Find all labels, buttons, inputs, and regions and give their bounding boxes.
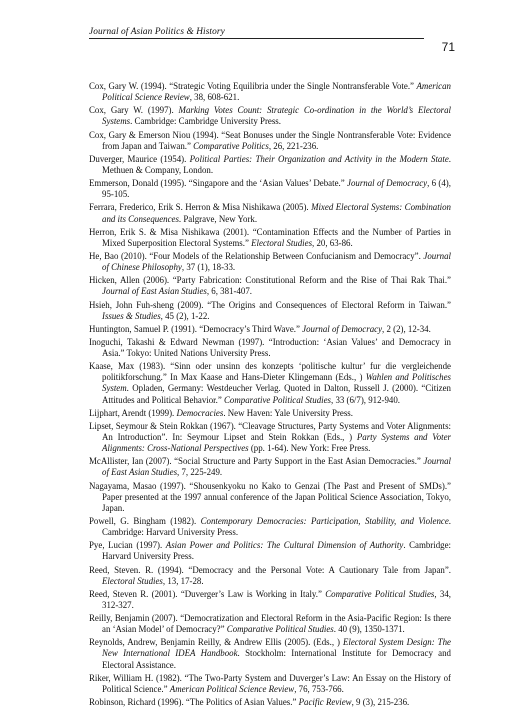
reference-entry: Nagayama, Masao (1997). “Shousenkyoku no Kako to Genzai (The Past and Present of SMDs).” Paper presented at the 1997 annual conference of the Japan Political Science Association, Tokyo, Japan.: [89, 480, 451, 513]
reference-title: Contemporary Democracies: Participation, Stability, and Violence: [200, 515, 449, 526]
reference-title: Journal of Democracy: [347, 178, 428, 189]
reference-title: Comparative Political Studies: [226, 624, 334, 635]
reference-list: [89, 81, 451, 710]
reference-title: Party Systems and Voter Alignments: Cross-National Perspectives: [102, 432, 451, 454]
reference-entry: McAllister, Ian (2007). “Social Structure and Party Support in the East Asian Democracies.” Journal of East Asian Studies, 7, 225-249.: [89, 456, 451, 478]
reference-entry: He, Bao (2010). “Four Models of the Relationship Between Confucianism and Democracy”. Journal of Chinese Philosophy, 37 (1), 18-33.: [89, 250, 451, 273]
reference-title: Comparative Politics: [193, 140, 269, 151]
reference-title: Mixed Electoral Systems: Combination and its Consequences: [102, 202, 451, 224]
reference-title: Asian Power and Politics: The Cultural Dimension of Authority: [165, 540, 404, 551]
reference-entry: Hicken, Allen (2006). “Party Fabrication: Constitutional Reform and the Rise of Thai Rak Thai.” Journal of East Asian Studies, 6, 381-407.: [89, 275, 451, 297]
reference-entry: Reilly, Benjamin (2007). “Democratization and Electoral Reform in the Asia-Pacific Region: Is there an ‘Asian Model’ of Democracy?” Comparative Political Studies. 40 (9), 1350-1371.: [89, 613, 451, 635]
reference-title: Issues & Studies: [102, 310, 161, 321]
running-head: Journal of Asian Politics & History: [89, 27, 225, 37]
reference-title: Democracies: [176, 407, 224, 418]
reference-entry: Lijphart, Arendt (1999). Democracies. New Haven: Yale University Press.: [89, 407, 353, 418]
reference-title: Journal of East Asian Studies: [102, 286, 207, 297]
reference-entry: Hsieh, John Fuh-sheng (2009). “The Origins and Consequences of Electoral Reform in Taiwan.” Issues & Studies, 45 (2), 1-22.: [89, 299, 451, 321]
reference-entry: Cox, Gary W. (1994). “Strategic Voting Equilibria under the Single Nontransferable Vote.” American Political Science Review, 38, 608-621.: [89, 81, 451, 103]
reference-entry: Cox, Gary W. (1997). Marking Votes Count: Strategic Co-ordination in the World’s Electoral Systems. Cambridge: Cambridge University Press.: [89, 105, 451, 127]
header-rule: [89, 38, 424, 39]
reference-title: American Political Science Review: [169, 683, 295, 694]
reference-entry: Inoguchi, Takashi & Edward Newman (1997). “Introduction: ‘Asian Values’ and Democracy in Asia.” Tokyo: United Nations University Press.: [89, 337, 451, 359]
reference-entry: Ferrara, Frederico, Erik S. Herron & Misa Nishikawa (2005). Mixed Electoral Systems: Combination and its Consequences. Palgrave, New York.: [89, 202, 451, 224]
reference-title: Journal of East Asian Studies: [102, 456, 451, 478]
reference-entry: Kaase, Max (1983). “Sinn oder unsinn des konzepts ‘politische kultur’ fur die vergleichende politikforschung.” In Max Kaase and Hans-Dieter Klingemann (Eds., ) Wahlen and Politisches System. Opladen, Germany: Westdeucher Verlag. Quoted in Dalton, Russell J. (2000). “Citizen Attitudes and Political Behavior.” Comparative Political Studies, 33 (6/7), 912-940.: [89, 361, 451, 405]
reference-title: Comparative Political Studies: [325, 588, 435, 599]
reference-entry: Cox, Gary & Emerson Niou (1994). “Seat Bonuses under the Single Nontransferable Vote: Evidence from Japan and Taiwan.” Comparative Politics, 26, 221-236.: [89, 129, 451, 151]
reference-entry: Emmerson, Donald (1995). “Singapore and the ‘Asian Values’ Debate.” Journal of Democracy, 6 (4), 95-105.: [89, 178, 451, 200]
reference-title: Marking Votes Count: Strategic Co-ordination in the World’s Electoral Systems: [102, 105, 451, 127]
reference-entry: Robinson, Richard (1996). “The Politics of Asian Values.” Pacific Review, 9 (3), 215-236.: [89, 697, 410, 708]
reference-entry: Lipset, Seymour & Stein Rokkan (1967). “Cleavage Structures, Party Systems and Voter Alignments: An Introduction”. In: Seymour Lipset and Stein Rokkan (Eds., ) Party Systems and Voter Alignments: Cross-National Perspectives (pp. 1-64). New York: Free Press.: [89, 420, 451, 454]
reference-title: Journal of Democracy: [302, 323, 383, 334]
reference-title: Wahlen and Politisches System: [102, 372, 451, 394]
reference-entry: Duverger, Maurice (1954). Political Parties: Their Organization and Activity in the Modern State. Methuen & Company, London.: [89, 153, 451, 175]
reference-title: Electoral Studies: [251, 237, 313, 248]
reference-entry: Reynolds, Andrew, Benjamin Reilly, & Andrew Ellis (2005). (Eds., ) Electoral System Design: The New International IDEA Handbook. Stockholm: International Institute for Democracy and Electoral Assistance.: [89, 637, 451, 670]
reference-entry: Reed, Steven R. (2001). “Duverger’s Law is Working in Italy.” Comparative Political Studies, 34, 312-327.: [89, 588, 451, 610]
reference-entry: Herron, Erik S. & Misa Nishikawa (2001). “Contamination Effects and the Number of Parties in Mixed Superposition Electoral Systems.” Electoral Studies, 20, 63-86.: [89, 226, 451, 248]
reference-entry: Huntington, Samuel P. (1991). “Democracy’s Third Wave.” Journal of Democracy, 2 (2), 12-34.: [89, 323, 431, 334]
reference-entry: Reed, Steven. R. (1994). “Democracy and the Personal Vote: A Cautionary Tale from Japan”. Electoral Studies, 13, 17-28.: [89, 564, 451, 586]
reference-title: Electoral Studies: [102, 575, 163, 586]
reference-entry: Pye, Lucian (1997). Asian Power and Politics: The Cultural Dimension of Authority. Cambridge: Harvard University Press.: [89, 540, 452, 562]
reference-title: American Political Science Review: [102, 81, 451, 103]
reference-title: Pacific Review: [298, 697, 352, 708]
reference-title: Journal of Chinese Philosophy: [102, 250, 451, 273]
reference-entry: Riker, William H. (1982). “The Two-Party System and Duverger’s Law: An Essay on the History of Political Science.” American Political Science Review, 76, 753-766.: [89, 672, 451, 694]
reference-title: Electoral System Design: The New International IDEA Handbook: [102, 637, 451, 659]
reference-entry: Powell, G. Bingham (1982). Contemporary Democracies: Participation, Stability, and Violence. Cambridge: Harvard University Press.: [89, 515, 451, 538]
reference-title: Comparative Political Studies: [224, 394, 331, 405]
reference-title: Political Parties: Their Organization and Activity in the Modern State: [189, 153, 449, 164]
page-number: 71: [441, 40, 455, 54]
